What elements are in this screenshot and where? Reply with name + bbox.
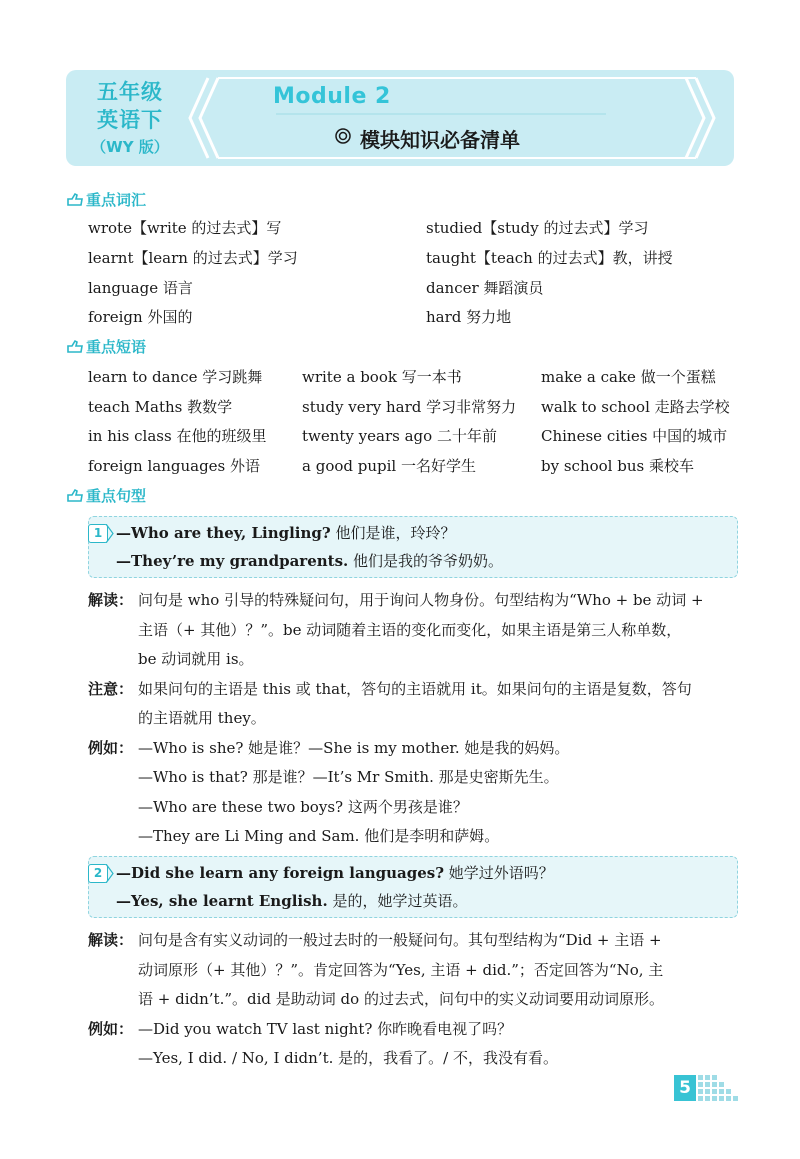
vocab-item: wrote【write 的过去式】写 (88, 219, 282, 237)
vocab-item: dancer 舞蹈演员 (426, 279, 544, 297)
grade-line-1: 五年级 (97, 80, 163, 104)
example-line: —They are Li Ming and Sam. 他们是李明和萨姆。 (138, 827, 500, 845)
vocab-item: language 语言 (88, 279, 193, 297)
explanation-line: be 动词就用 is。 (138, 650, 254, 668)
question-english: —Did she learn any foreign languages? (116, 864, 445, 882)
section-sentences-title: 重点句型 (86, 487, 147, 505)
zhuyi-label: 注意： (88, 680, 134, 698)
page-number-decoration (698, 1075, 738, 1101)
phrase-item: in his class 在他的班级里 (88, 427, 267, 445)
phrase-item: write a book 写一本书 (302, 368, 462, 386)
example-line: —Yes, I did. / No, I didn’t. 是的，我看了。/ 不，我没有看。 (138, 1049, 558, 1067)
phrase-item: by school bus 乘校车 (541, 457, 694, 475)
liru-label: 例如： (88, 739, 134, 757)
section-vocabulary-title: 重点词汇 (86, 191, 147, 209)
module-title: Module 2 (273, 84, 391, 109)
answer-chinese: 是的，她学过英语。 (332, 892, 468, 910)
phrase-item: a good pupil 一名好学生 (302, 457, 476, 475)
pointing-hand-icon (66, 488, 84, 504)
phrase-item: make a cake 做一个蛋糕 (541, 368, 716, 386)
answer-english: —Yes, she learnt English. (116, 892, 328, 910)
explanation-line: 语 + didn’t.”。did 是助动词 do 的过去式，问句中的实义动词要用动词原形。 (138, 990, 664, 1008)
badge-arrow-icon (106, 524, 114, 543)
explanation-line: 动词原形（+ 其他）？”。肯定回答为“Yes, 主语 + did.”；否定回答为“No, 主 (138, 961, 664, 979)
answer-english: —They’re my grandparents. (116, 552, 349, 570)
phrase-item: walk to school 走路去学校 (541, 398, 730, 416)
vocab-item: learnt【learn 的过去式】学习 (88, 249, 298, 267)
grade-line-3: （WY 版） (91, 138, 169, 156)
badge-arrow-icon (106, 864, 114, 883)
sentence-2-answer (116, 891, 467, 911)
question-chinese: 她学过外语吗？ (448, 864, 554, 882)
explanation-line: 主语（+ 其他）？”。be 动词随着主语的变化而变化，如果主语是第三人称单数， (138, 621, 682, 639)
grade-line-2: 英语下 (97, 108, 163, 132)
pointing-hand-icon (66, 192, 84, 208)
example-line: —Did you watch TV last night? 你昨晚看电视了吗？ (138, 1020, 513, 1038)
question-english: —Who are they, Lingling? (116, 524, 331, 542)
vocab-item: taught【teach 的过去式】教，讲授 (426, 249, 673, 267)
section-phrases-title: 重点短语 (86, 338, 147, 356)
question-chinese: 他们是谁，玲玲？ (335, 524, 456, 542)
vocab-item: hard 努力地 (426, 308, 512, 326)
jiedu-label: 解读： (88, 931, 134, 949)
note-line: 如果问句的主语是 this 或 that，答句的主语就用 it。如果问句的主语是复数，答句 (138, 680, 692, 698)
answer-chinese: 他们是我的爷爷奶奶。 (353, 552, 504, 570)
vocab-item: studied【study 的过去式】学习 (426, 219, 649, 237)
explanation-line: 问句是含有实义动词的一般过去时的一般疑问句。其句型结构为“Did + 主语 + (138, 931, 662, 949)
phrase-item: teach Maths 教数学 (88, 398, 233, 416)
liru-label: 例如： (88, 1020, 134, 1038)
sentence-number-badge: 2 (88, 864, 108, 883)
pointing-hand-icon (66, 339, 84, 355)
example-line: —Who is she? 她是谁？—She is my mother. 她是我的妈妈。 (138, 739, 570, 757)
phrase-item: twenty years ago 二十年前 (302, 427, 497, 445)
example-line: —Who are these two boys? 这两个男孩是谁？ (138, 798, 468, 816)
vocab-item: foreign 外国的 (88, 308, 193, 326)
sentence-number-badge: 1 (88, 524, 108, 543)
phrase-item: foreign languages 外语 (88, 457, 261, 475)
jiedu-label: 解读： (88, 591, 134, 609)
grade-label (84, 78, 176, 158)
example-line: —Who is that? 那是谁？—It’s Mr Smith. 那是史密斯先生。 (138, 768, 559, 786)
sentence-1-question (116, 523, 455, 543)
phrase-item: Chinese cities 中国的城市 (541, 427, 728, 445)
note-line: 的主语就用 they。 (138, 709, 266, 727)
phrase-item: study very hard 学习非常努力 (302, 398, 517, 416)
explanation-line: 问句是 who 引导的特殊疑问句，用于询问人物身份。句型结构为“Who + be 动词 + (138, 591, 704, 609)
sentence-1-answer (116, 551, 503, 571)
sentence-2-question (116, 863, 554, 883)
page-number: 5 (674, 1075, 696, 1101)
module-subtitle: 模块知识必备清单 (360, 128, 520, 152)
phrase-item: learn to dance 学习跳舞 (88, 368, 263, 386)
target-icon (335, 128, 351, 144)
